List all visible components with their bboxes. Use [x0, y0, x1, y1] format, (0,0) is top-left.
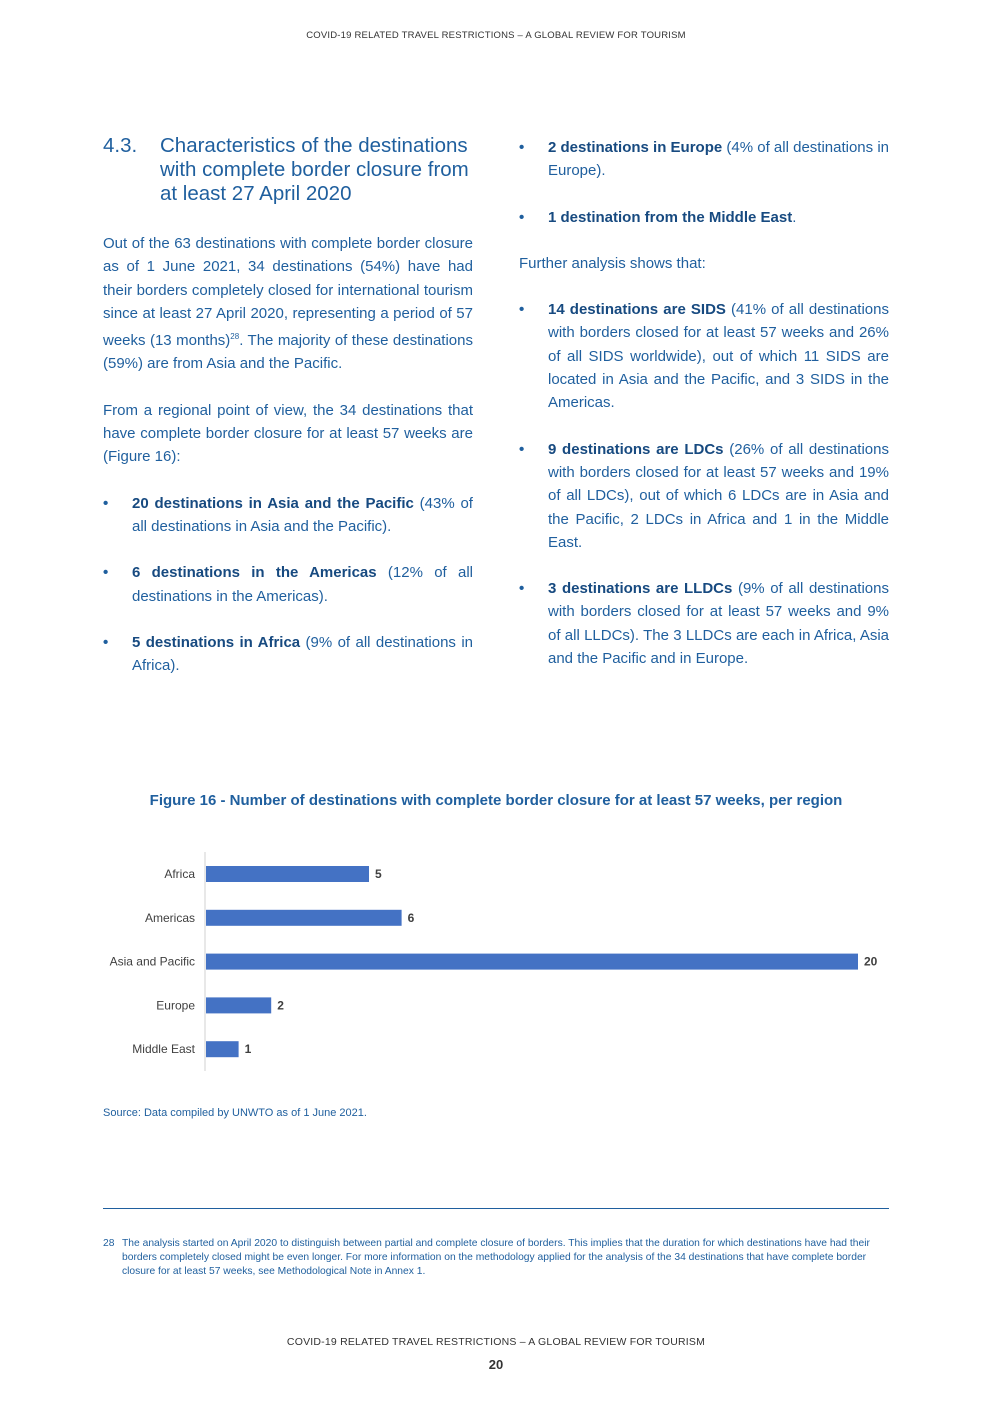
bar-europe: [206, 997, 271, 1013]
bar-asia-and-pacific: [206, 954, 858, 970]
list-item: • 6 destinations in the Americas (12% of all destinations in the Americas).: [103, 561, 473, 608]
footnote-text: The analysis started on April 2020 to distinguish between partial and complete closure of borders. This implies that the duration for which destinations have had their borders completely closed might be even longer. For more information on the methodology applied for the analysis of the 34 destinations that have complete border closure for at least 57 weeks, see Methodological Note in Annex 1.: [122, 1238, 870, 1277]
bullet-icon: •: [103, 564, 109, 582]
running-footer: COVID-19 RELATED TRAVEL RESTRICTIONS – A GLOBAL REVIEW FOR TOURISM: [286, 1336, 706, 1348]
category-label: Europe: [156, 998, 195, 1013]
regional-paragraph: From a regional point of view, the 34 destinations that have complete border closure for at least 57 weeks are (Figure 16):: [103, 401, 473, 466]
analysis-paragraph: Further analysis shows that:: [519, 254, 706, 272]
figure-title: Figure 16 - Number of destinations with complete border closure for at least 57 weeks, per region: [149, 792, 843, 809]
footnote-ref[interactable]: 28: [230, 332, 240, 342]
list-item: • 1 destination from the Middle East.: [519, 206, 889, 229]
list-item: • 2 destinations in Europe (4% of all destinations in Europe).: [519, 136, 889, 183]
bullet-icon: •: [519, 580, 525, 598]
list-item: • 3 destinations are LLDCs (9% of all destinations with borders closed for at least 57 weeks and 9% of all LLDCs). The 3 LLDCs are each in Africa, Asia and the Pacific and in Europe.: [519, 577, 889, 670]
bar-africa: [206, 866, 369, 882]
running-header: COVID-19 RELATED TRAVEL RESTRICTIONS – A GLOBAL REVIEW FOR TOURISM: [306, 30, 686, 41]
category-label: Africa: [164, 867, 195, 881]
category-label: Asia and Pacific: [109, 954, 195, 969]
bullet-icon: •: [519, 139, 525, 156]
list-item: • 9 destinations are LDCs (26% of all destinations with borders closed for at least 57 weeks and 19% of all LDCs), out of which 6 LDCs are in Asia and the Pacific, 2 LDCs in Africa and 1 in the Middle East.: [519, 438, 889, 554]
footnote-divider: [103, 1208, 889, 1209]
list-item: • 14 destinations are SIDS (41% of all destinations with borders closed for at least 57 weeks and 26% of all SIDS worldwide), out of which 11 SIDS are located in Asia and the Pacific, and 3 SIDS in the Americas.: [519, 298, 889, 414]
bar-middle-east: [206, 1041, 239, 1057]
footnote: [103, 1237, 889, 1279]
bar-americas: [206, 910, 402, 926]
value-label: 6: [407, 910, 415, 925]
bullet-icon: •: [519, 301, 525, 319]
bullet-icon: •: [103, 494, 109, 512]
figure-source: Source: Data compiled by UNWTO as of 1 June 2021.: [103, 1107, 367, 1119]
value-label: 1: [244, 1042, 252, 1057]
bullet-icon: •: [519, 208, 525, 226]
bullet-icon: •: [103, 633, 109, 651]
section-title: Characteristics of the destinations with complete border closure from at least 27 April 2020: [160, 134, 469, 205]
value-label: 5: [375, 867, 382, 881]
category-label: Americas: [144, 910, 195, 925]
list-item: • 5 destinations in Africa (9% of all destinations in Africa).: [103, 631, 473, 678]
footnote-number: 28: [103, 1238, 115, 1249]
intro-paragraph: Out of the 63 destinations with complete border closure as of 1 June 2021, 34 destinations (54%) have had their borders completely closed for international tourism since at least 27 April 2020, representing a period of 57 weeks (13 months)$^{28}$. The majority of these destinations (59%) are from Asia and the Pacific.: [103, 235, 473, 373]
section-number: 4.3.: [103, 134, 138, 157]
value-label: 2: [277, 998, 284, 1013]
value-label: 20: [864, 954, 878, 969]
list-item: • 20 destinations in Asia and the Pacific (43% of all destinations in Asia and the Pacific).: [103, 492, 473, 539]
category-label: Middle East: [132, 1042, 195, 1057]
page-number: 20: [488, 1357, 504, 1372]
bullet-icon: •: [519, 440, 525, 458]
